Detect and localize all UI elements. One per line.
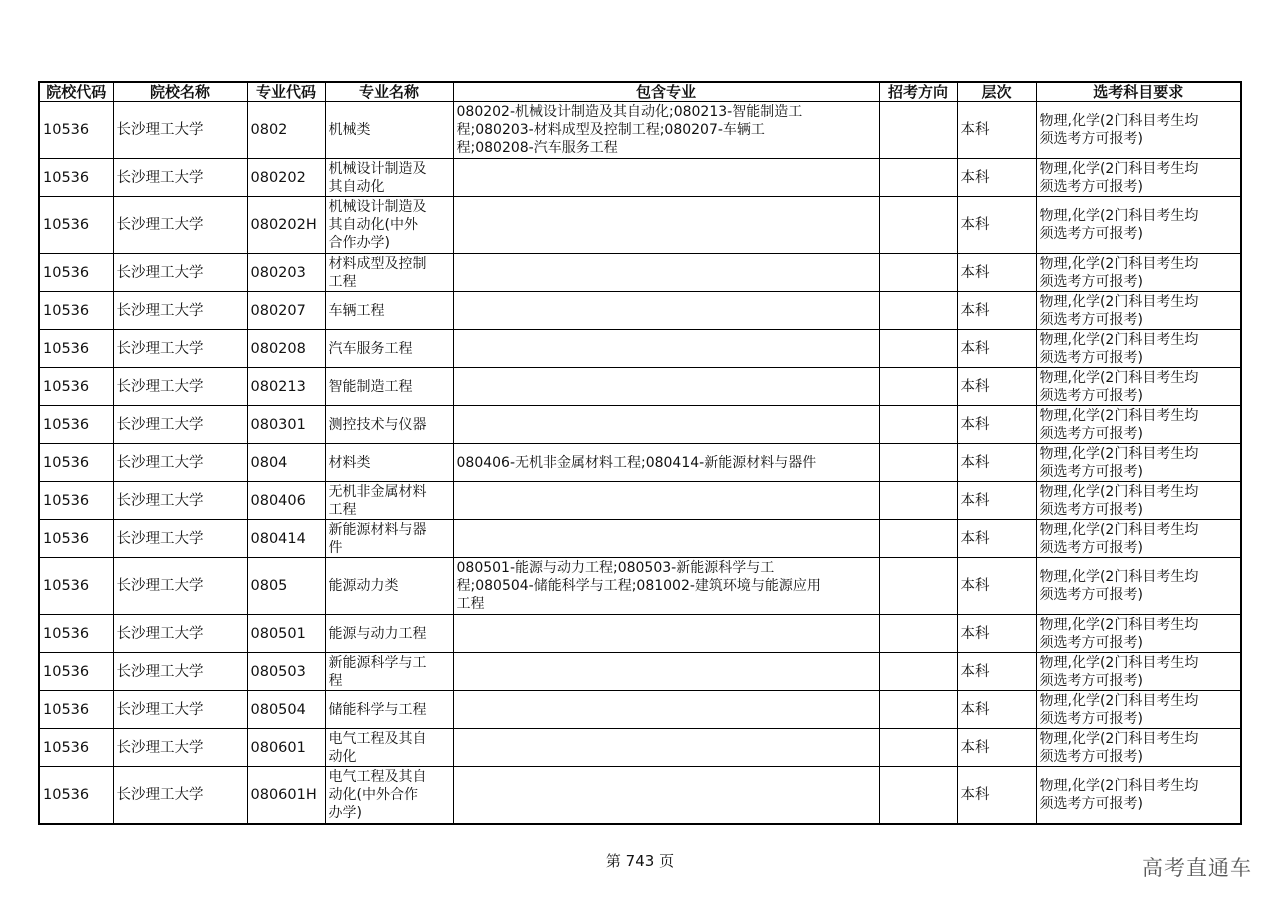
cell-major-code: 080202H	[247, 197, 325, 254]
header-major-name: 专业名称	[325, 82, 453, 102]
cell-level: 本科	[957, 368, 1036, 406]
cell-direction	[879, 520, 957, 558]
cell-major-code: 080207	[247, 292, 325, 330]
cell-subject-requirement: 物理,化学(2门科目考生均 须选考方可报考)	[1036, 729, 1241, 767]
cell-level: 本科	[957, 653, 1036, 691]
cell-major-name: 能源动力类	[325, 558, 453, 615]
cell-subject-requirement: 物理,化学(2门科目考生均 须选考方可报考)	[1036, 520, 1241, 558]
cell-direction	[879, 197, 957, 254]
cell-included-majors	[453, 653, 879, 691]
cell-level: 本科	[957, 254, 1036, 292]
cell-major-code: 0804	[247, 444, 325, 482]
cell-subject-requirement: 物理,化学(2门科目考生均 须选考方可报考)	[1036, 102, 1241, 159]
cell-level: 本科	[957, 615, 1036, 653]
cell-included-majors	[453, 159, 879, 197]
cell-major-code: 080213	[247, 368, 325, 406]
table-row	[39, 159, 1241, 197]
cell-subject-requirement: 物理,化学(2门科目考生均 须选考方可报考)	[1036, 558, 1241, 615]
cell-included-majors	[453, 254, 879, 292]
cell-school-code: 10536	[39, 292, 113, 330]
cell-included-majors: 080202-机械设计制造及其自动化;080213-智能制造工 程;080203-材料成型及控制工程;080207-车辆工 程;080208-汽车服务工程	[453, 102, 879, 159]
cell-level: 本科	[957, 102, 1036, 159]
cell-school-code: 10536	[39, 197, 113, 254]
cell-school-code: 10536	[39, 406, 113, 444]
cell-direction	[879, 482, 957, 520]
cell-major-name: 电气工程及其自 动化	[325, 729, 453, 767]
cell-school-code: 10536	[39, 558, 113, 615]
cell-school-code: 10536	[39, 330, 113, 368]
table-row	[39, 406, 1241, 444]
cell-direction	[879, 368, 957, 406]
cell-subject-requirement: 物理,化学(2门科目考生均 须选考方可报考)	[1036, 330, 1241, 368]
cell-school-name: 长沙理工大学	[113, 292, 247, 330]
cell-major-code: 080501	[247, 615, 325, 653]
cell-school-code: 10536	[39, 653, 113, 691]
cell-major-name: 机械类	[325, 102, 453, 159]
cell-direction	[879, 330, 957, 368]
header-level: 层次	[957, 82, 1036, 102]
cell-direction	[879, 292, 957, 330]
table-row	[39, 482, 1241, 520]
cell-level: 本科	[957, 292, 1036, 330]
cell-level: 本科	[957, 767, 1036, 824]
table-row	[39, 102, 1241, 159]
table-row	[39, 197, 1241, 254]
cell-subject-requirement: 物理,化学(2门科目考生均 须选考方可报考)	[1036, 292, 1241, 330]
table-row	[39, 767, 1241, 824]
cell-level: 本科	[957, 482, 1036, 520]
cell-major-code: 080504	[247, 691, 325, 729]
cell-school-code: 10536	[39, 691, 113, 729]
cell-major-code: 080503	[247, 653, 325, 691]
table-row	[39, 558, 1241, 615]
cell-direction	[879, 406, 957, 444]
cell-school-code: 10536	[39, 254, 113, 292]
table-row	[39, 330, 1241, 368]
cell-level: 本科	[957, 406, 1036, 444]
cell-major-name: 车辆工程	[325, 292, 453, 330]
header-subject-requirement: 选考科目要求	[1036, 82, 1241, 102]
header-direction: 招考方向	[879, 82, 957, 102]
cell-included-majors: 080406-无机非金属材料工程;080414-新能源材料与器件	[453, 444, 879, 482]
cell-major-name: 机械设计制造及 其自动化(中外 合作办学)	[325, 197, 453, 254]
cell-level: 本科	[957, 330, 1036, 368]
cell-subject-requirement: 物理,化学(2门科目考生均 须选考方可报考)	[1036, 254, 1241, 292]
cell-subject-requirement: 物理,化学(2门科目考生均 须选考方可报考)	[1036, 406, 1241, 444]
cell-major-name: 智能制造工程	[325, 368, 453, 406]
cell-direction	[879, 615, 957, 653]
cell-school-code: 10536	[39, 729, 113, 767]
cell-included-majors	[453, 767, 879, 824]
header-row	[39, 82, 1241, 102]
table-row	[39, 254, 1241, 292]
cell-school-code: 10536	[39, 159, 113, 197]
table-row	[39, 615, 1241, 653]
cell-included-majors	[453, 406, 879, 444]
table-row	[39, 292, 1241, 330]
cell-level: 本科	[957, 691, 1036, 729]
cell-major-name: 汽车服务工程	[325, 330, 453, 368]
cell-major-name: 机械设计制造及 其自动化	[325, 159, 453, 197]
header-school-code: 院校代码	[39, 82, 113, 102]
cell-major-code: 080301	[247, 406, 325, 444]
cell-included-majors	[453, 292, 879, 330]
cell-major-code: 080601H	[247, 767, 325, 824]
cell-subject-requirement: 物理,化学(2门科目考生均 须选考方可报考)	[1036, 615, 1241, 653]
cell-school-name: 长沙理工大学	[113, 406, 247, 444]
page-number: 第 743 页	[605, 852, 675, 870]
cell-major-code: 080202	[247, 159, 325, 197]
cell-direction	[879, 102, 957, 159]
cell-level: 本科	[957, 159, 1036, 197]
cell-school-code: 10536	[39, 520, 113, 558]
cell-major-name: 储能科学与工程	[325, 691, 453, 729]
table-row	[39, 444, 1241, 482]
cell-school-name: 长沙理工大学	[113, 615, 247, 653]
cell-school-code: 10536	[39, 767, 113, 824]
cell-school-name: 长沙理工大学	[113, 691, 247, 729]
table-row	[39, 691, 1241, 729]
cell-major-code: 0805	[247, 558, 325, 615]
cell-school-name: 长沙理工大学	[113, 558, 247, 615]
cell-major-name: 新能源科学与工 程	[325, 653, 453, 691]
cell-included-majors	[453, 330, 879, 368]
header-included-majors: 包含专业	[453, 82, 879, 102]
cell-school-code: 10536	[39, 102, 113, 159]
cell-school-name: 长沙理工大学	[113, 159, 247, 197]
cell-major-name: 测控技术与仪器	[325, 406, 453, 444]
cell-level: 本科	[957, 197, 1036, 254]
cell-subject-requirement: 物理,化学(2门科目考生均 须选考方可报考)	[1036, 653, 1241, 691]
cell-direction	[879, 444, 957, 482]
cell-subject-requirement: 物理,化学(2门科目考生均 须选考方可报考)	[1036, 482, 1241, 520]
cell-subject-requirement: 物理,化学(2门科目考生均 须选考方可报考)	[1036, 444, 1241, 482]
table-row	[39, 520, 1241, 558]
cell-direction	[879, 767, 957, 824]
cell-school-name: 长沙理工大学	[113, 102, 247, 159]
cell-major-code: 080414	[247, 520, 325, 558]
cell-school-name: 长沙理工大学	[113, 482, 247, 520]
table-row	[39, 653, 1241, 691]
cell-school-name: 长沙理工大学	[113, 197, 247, 254]
cell-major-code: 080601	[247, 729, 325, 767]
cell-included-majors	[453, 615, 879, 653]
cell-level: 本科	[957, 444, 1036, 482]
cell-school-name: 长沙理工大学	[113, 444, 247, 482]
cell-direction	[879, 729, 957, 767]
cell-major-name: 电气工程及其自 动化(中外合作 办学)	[325, 767, 453, 824]
cell-school-name: 长沙理工大学	[113, 254, 247, 292]
cell-included-majors	[453, 197, 879, 254]
cell-major-code: 080208	[247, 330, 325, 368]
cell-included-majors	[453, 691, 879, 729]
cell-school-code: 10536	[39, 368, 113, 406]
header-major-code: 专业代码	[247, 82, 325, 102]
table-body	[39, 102, 1241, 824]
cell-direction	[879, 653, 957, 691]
cell-major-code: 080203	[247, 254, 325, 292]
cell-subject-requirement: 物理,化学(2门科目考生均 须选考方可报考)	[1036, 159, 1241, 197]
cell-major-name: 新能源材料与器 件	[325, 520, 453, 558]
cell-direction	[879, 558, 957, 615]
cell-subject-requirement: 物理,化学(2门科目考生均 须选考方可报考)	[1036, 767, 1241, 824]
table-row	[39, 368, 1241, 406]
cell-subject-requirement: 物理,化学(2门科目考生均 须选考方可报考)	[1036, 197, 1241, 254]
cell-level: 本科	[957, 558, 1036, 615]
cell-school-code: 10536	[39, 615, 113, 653]
cell-subject-requirement: 物理,化学(2门科目考生均 须选考方可报考)	[1036, 368, 1241, 406]
cell-major-name: 材料类	[325, 444, 453, 482]
cell-included-majors	[453, 482, 879, 520]
cell-school-name: 长沙理工大学	[113, 653, 247, 691]
cell-included-majors	[453, 368, 879, 406]
admission-table	[38, 81, 1242, 825]
cell-school-name: 长沙理工大学	[113, 520, 247, 558]
watermark-logo-text: 高考直通车	[1142, 856, 1252, 880]
cell-included-majors	[453, 729, 879, 767]
cell-major-name: 无机非金属材料 工程	[325, 482, 453, 520]
cell-school-name: 长沙理工大学	[113, 729, 247, 767]
cell-direction	[879, 254, 957, 292]
cell-school-name: 长沙理工大学	[113, 368, 247, 406]
cell-direction	[879, 159, 957, 197]
table-row	[39, 729, 1241, 767]
cell-major-code: 0802	[247, 102, 325, 159]
cell-included-majors	[453, 520, 879, 558]
cell-school-name: 长沙理工大学	[113, 767, 247, 824]
cell-major-name: 能源与动力工程	[325, 615, 453, 653]
cell-included-majors: 080501-能源与动力工程;080503-新能源科学与工 程;080504-储能科学与工程;081002-建筑环境与能源应用 工程	[453, 558, 879, 615]
cell-direction	[879, 691, 957, 729]
cell-level: 本科	[957, 520, 1036, 558]
cell-level: 本科	[957, 729, 1036, 767]
cell-major-name: 材料成型及控制 工程	[325, 254, 453, 292]
cell-school-code: 10536	[39, 444, 113, 482]
cell-subject-requirement: 物理,化学(2门科目考生均 须选考方可报考)	[1036, 691, 1241, 729]
cell-school-code: 10536	[39, 482, 113, 520]
header-school-name: 院校名称	[113, 82, 247, 102]
cell-school-name: 长沙理工大学	[113, 330, 247, 368]
cell-major-code: 080406	[247, 482, 325, 520]
